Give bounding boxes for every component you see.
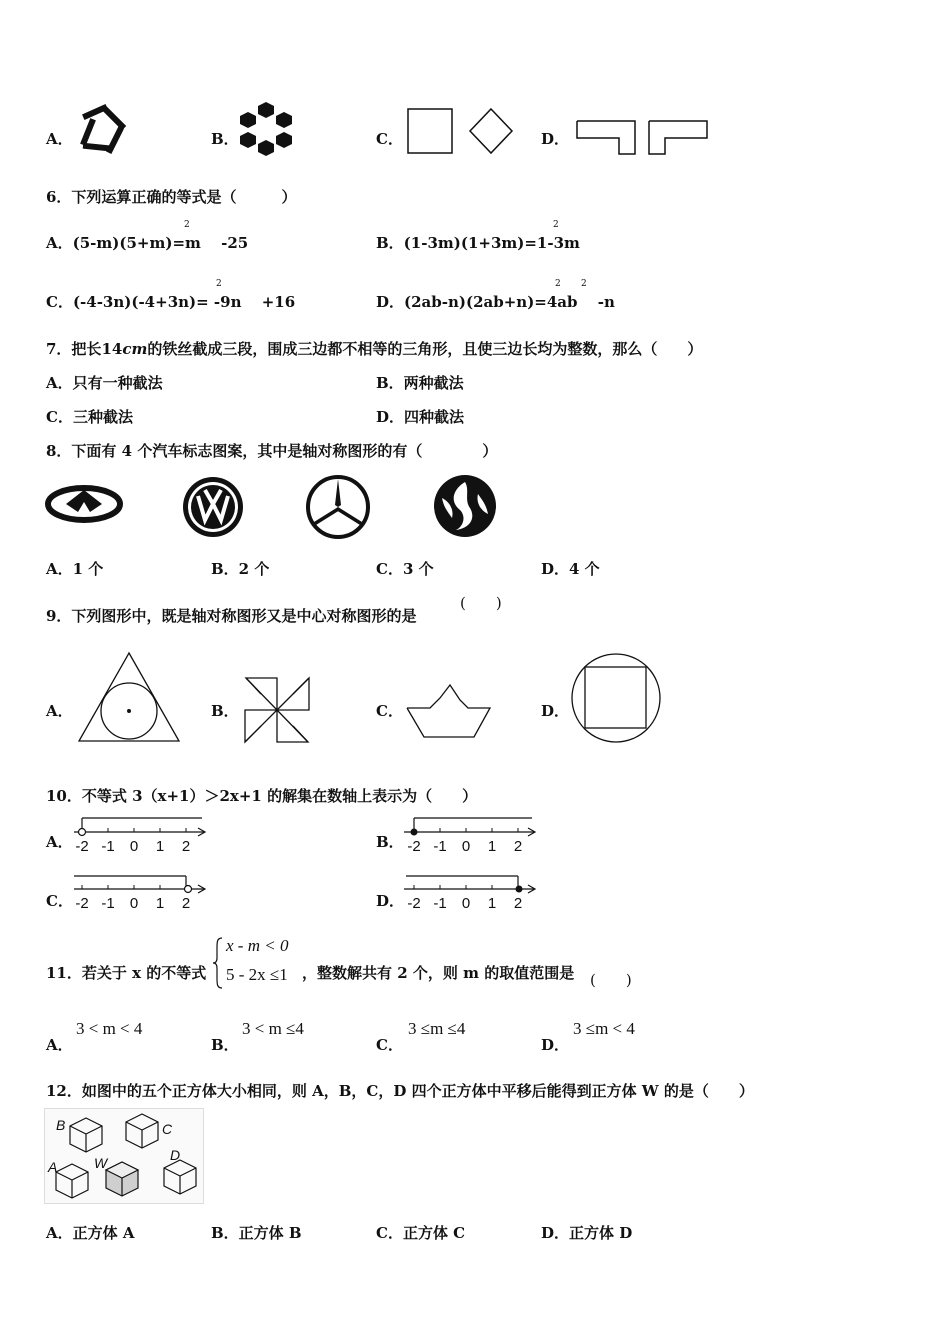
q7-stem-post: 的铁丝截成三段，围成三边都不相等的三角形，且使三边长均为整数，那么（ ） bbox=[147, 340, 703, 358]
q9-stem: 9．下列图形中，既是轴对称图形又是中心对称图形的是 bbox=[46, 607, 417, 625]
q11-option-c-value: 3 ≤m ≤4 bbox=[408, 1019, 466, 1038]
q12-label-w: W bbox=[94, 1155, 108, 1171]
q9-figure-c bbox=[404, 682, 494, 740]
q10c-tick: 1 bbox=[155, 895, 165, 912]
q9-option-b-label: B． bbox=[211, 702, 239, 720]
q9-figure-d bbox=[568, 651, 664, 745]
q6-option-b: B．(1-3m)(1+3m)=1-3m bbox=[376, 234, 580, 252]
q7-option-d: D．四种截法 bbox=[376, 408, 465, 426]
q10a-tick: 2 bbox=[181, 838, 191, 855]
q11-system-line-1: x - m < 0 bbox=[226, 936, 289, 955]
q5-option-c-label: C． bbox=[376, 130, 403, 148]
q6-c-exponent: 2 bbox=[216, 279, 222, 289]
q10-option-a-label: A． bbox=[46, 833, 73, 851]
q8-option-c: C．3 个 bbox=[376, 560, 434, 578]
q11-paren: ( ) bbox=[590, 971, 632, 989]
q10-option-d-label: D． bbox=[376, 892, 405, 910]
q5-figure-a bbox=[76, 102, 130, 158]
q10-numberline-d bbox=[400, 871, 540, 915]
q11-stem-2: ，整数解共有 2 个，则 m 的取值范围是 bbox=[302, 964, 575, 982]
q9-figure-b bbox=[242, 674, 312, 746]
q11-option-d-label: D． bbox=[541, 1036, 570, 1054]
q6-option-d: D．(2ab-n)(2ab+n)=4ab -n bbox=[376, 293, 615, 311]
q10a-tick: -1 bbox=[101, 838, 115, 855]
q10d-tick: 2 bbox=[513, 895, 523, 912]
q6-option-a: A．(5-m)(5+m)=m -25 bbox=[46, 234, 249, 252]
q11-option-a-label: A． bbox=[46, 1036, 73, 1054]
q10c-tick: -2 bbox=[75, 895, 89, 912]
q6-stem: 6．下列运算正确的等式是（ ） bbox=[46, 188, 297, 206]
q11-option-b-value: 3 < m ≤4 bbox=[242, 1019, 304, 1038]
q5-figure-c bbox=[405, 106, 517, 156]
q10-numberline-b bbox=[400, 812, 540, 856]
q8-logo-infiniti bbox=[44, 482, 126, 526]
q10b-tick: 2 bbox=[513, 838, 523, 855]
q6-a-exponent: 2 bbox=[184, 220, 190, 230]
q12-label-d: D bbox=[170, 1147, 181, 1163]
q10b-tick: 0 bbox=[461, 838, 471, 855]
q10b-tick: -1 bbox=[433, 838, 447, 855]
q6-d-exponent-2: 2 bbox=[581, 279, 587, 289]
q12-stem: 12．如图中的五个正方体大小相同，则 A，B，C，D 四个正方体中平移后能得到正方体 W 的是（ ） bbox=[46, 1082, 754, 1100]
q8-option-b: B．2 个 bbox=[211, 560, 270, 578]
q10d-tick: -2 bbox=[407, 895, 421, 912]
q10c-tick: 2 bbox=[181, 895, 191, 912]
q7-stem bbox=[46, 338, 702, 359]
q11-brace bbox=[212, 936, 224, 990]
q10-stem: 10．不等式 3（x+1）＞2x+1 的解集在数轴上表示为（ ） bbox=[46, 787, 478, 805]
q8-option-d: D．4 个 bbox=[541, 560, 600, 578]
q7-option-b: B．两种截法 bbox=[376, 374, 464, 392]
q9-option-c-label: C． bbox=[376, 702, 403, 720]
q7-option-a: A．只有一种截法 bbox=[46, 374, 163, 392]
q9-option-d-label: D． bbox=[541, 702, 570, 720]
q8-option-a: A．1 个 bbox=[46, 560, 104, 578]
q8-logo-volkswagen bbox=[180, 474, 246, 540]
q10c-tick: 0 bbox=[129, 895, 139, 912]
q5-figure-d bbox=[575, 118, 711, 158]
q7-stem-pre: 7．把长 bbox=[46, 340, 102, 358]
q12-option-d: D．正方体 D bbox=[541, 1224, 633, 1242]
q10c-tick: -1 bbox=[101, 895, 115, 912]
q7-option-c: C．三种截法 bbox=[46, 408, 133, 426]
q5-option-b-label: B． bbox=[211, 130, 239, 148]
q12-option-b: B．正方体 B bbox=[211, 1224, 302, 1242]
q10-option-b-label: B． bbox=[376, 833, 404, 851]
q10d-tick: 1 bbox=[487, 895, 497, 912]
q6-d-exponent-1: 2 bbox=[555, 279, 561, 289]
q9-option-a-label: A． bbox=[46, 702, 73, 720]
q11-system-line-2: 5 - 2x ≤1 bbox=[226, 965, 288, 984]
q5-figure-b bbox=[238, 100, 296, 158]
q5-option-a-label: A． bbox=[46, 130, 73, 148]
q12-option-c: C．正方体 C bbox=[376, 1224, 466, 1242]
q12-label-b: B bbox=[56, 1117, 66, 1133]
q10-numberline-a bbox=[70, 812, 210, 856]
q10b-tick: -2 bbox=[407, 838, 421, 855]
q12-option-a: A．正方体 A bbox=[46, 1224, 135, 1242]
q10-numberline-c bbox=[70, 871, 210, 915]
q11-option-d-value: 3 ≤m < 4 bbox=[573, 1019, 635, 1038]
q6-b-exponent: 2 bbox=[553, 220, 559, 230]
q11-stem: 11．若关于 x 的不等式 bbox=[46, 964, 207, 982]
q12-label-a: A bbox=[48, 1159, 58, 1175]
q9-paren: ( ) bbox=[460, 594, 502, 612]
q10d-tick: -1 bbox=[433, 895, 447, 912]
q10a-tick: 0 bbox=[129, 838, 139, 855]
q11-option-a-value: 3 < m < 4 bbox=[76, 1019, 143, 1038]
q11-option-c-label: C． bbox=[376, 1036, 403, 1054]
q10-option-c-label: C． bbox=[46, 892, 73, 910]
q8-logo-dongfeng bbox=[430, 472, 500, 540]
q12-label-c: C bbox=[162, 1121, 173, 1137]
q7-stem-num: 14 bbox=[101, 340, 123, 358]
q10d-tick: 0 bbox=[461, 895, 471, 912]
q5-option-d-label: D． bbox=[541, 130, 570, 148]
q8-stem: 8．下面有 4 个汽车标志图案，其中是轴对称图形的有（ ） bbox=[46, 442, 498, 460]
q8-logo-mercedes bbox=[304, 474, 372, 540]
q11-option-b-label: B． bbox=[211, 1036, 239, 1054]
q6-option-c: C．(-4-3n)(-4+3n)= -9n +16 bbox=[46, 293, 296, 311]
q10b-tick: 1 bbox=[487, 838, 497, 855]
q10a-tick: -2 bbox=[75, 838, 89, 855]
q9-figure-a bbox=[76, 650, 182, 744]
q10a-tick: 1 bbox=[155, 838, 165, 855]
q7-stem-unit: cm bbox=[122, 340, 148, 358]
q12-cubes-figure bbox=[44, 1108, 204, 1204]
